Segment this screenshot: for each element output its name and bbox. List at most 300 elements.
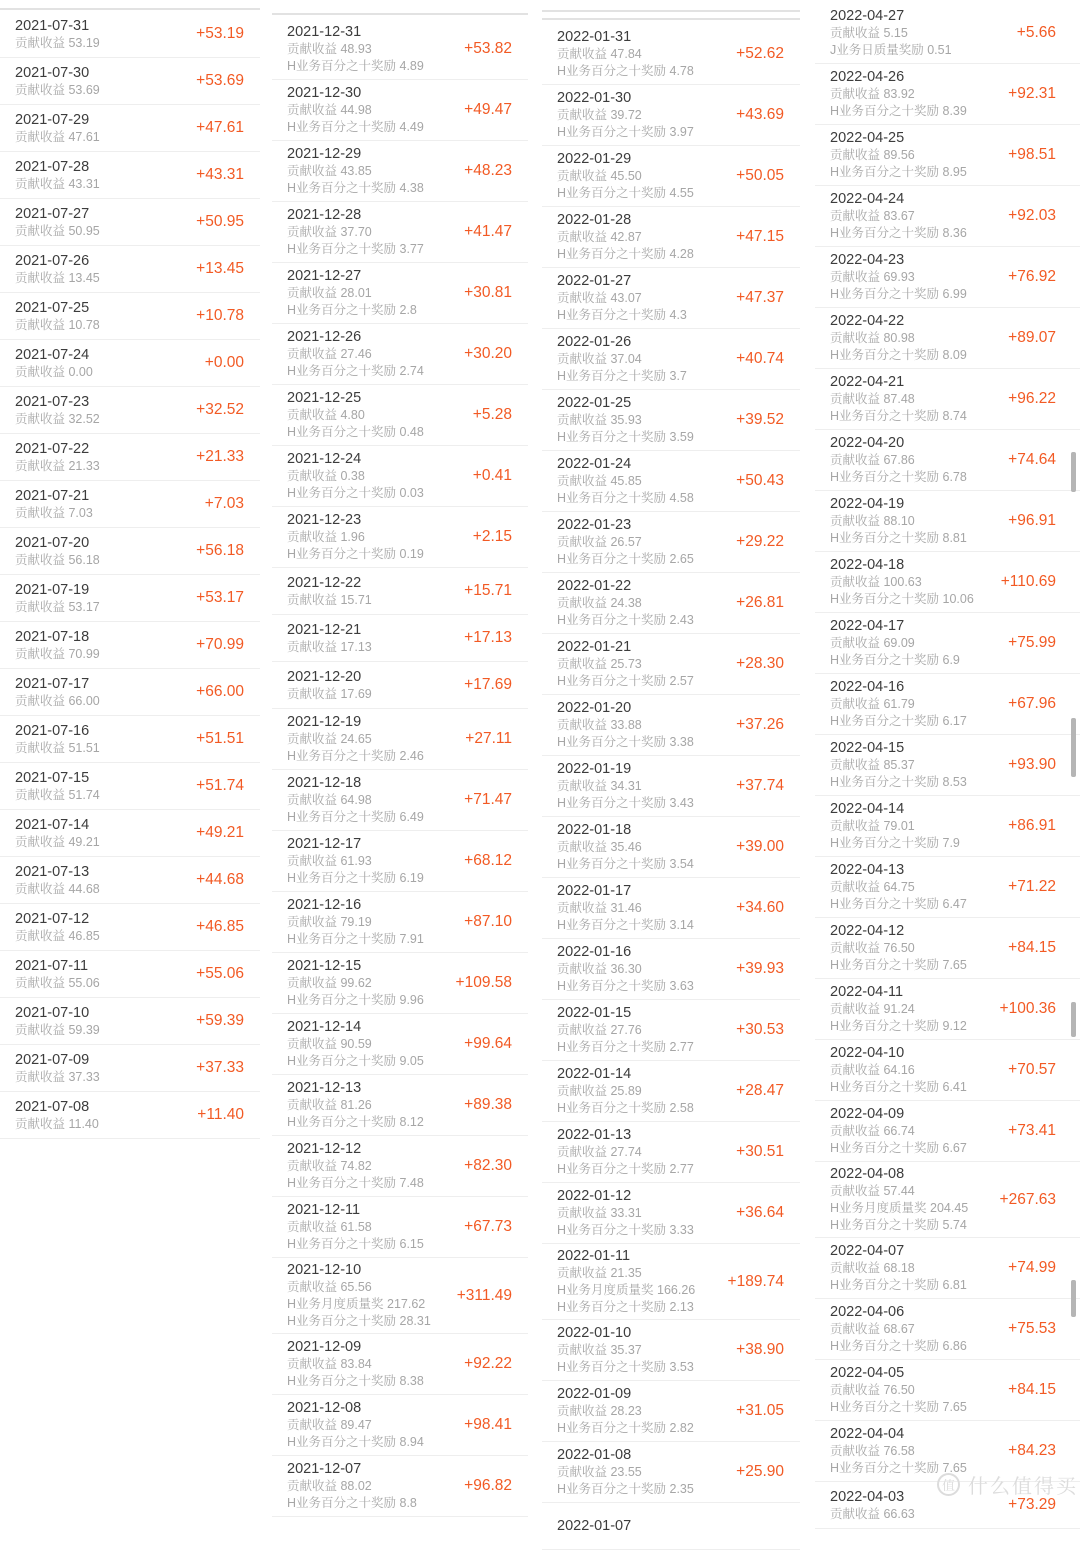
entry-detail-line: H业务百分之十奖励 2.8 (287, 303, 417, 317)
entry-detail-line: 贡献收益 27.76 (557, 1023, 642, 1037)
earnings-list (815, 3, 1080, 1529)
entry-info (287, 328, 456, 380)
entry-detail-line: 贡献收益 65.56 (287, 1280, 372, 1294)
entry-amount: +59.39 (196, 1012, 244, 1029)
entry-amount: +89.38 (464, 1096, 512, 1113)
earnings-entry[interactable] (542, 329, 800, 390)
entry-date: 2022-01-08 (557, 1447, 632, 1463)
entry-info (15, 910, 188, 945)
earnings-entry[interactable] (815, 857, 1080, 918)
earnings-entry[interactable] (542, 1503, 800, 1550)
earnings-entry[interactable] (815, 735, 1080, 796)
earnings-list (0, 11, 260, 1139)
entry-info (557, 1126, 728, 1178)
entry-date: 2021-07-31 (15, 17, 90, 34)
earnings-entry[interactable] (272, 19, 528, 80)
earnings-entry[interactable] (542, 634, 800, 695)
entry-date: 2021-07-14 (15, 816, 90, 833)
entry-info (15, 440, 188, 475)
entry-detail-line: H业务百分之十奖励 8.8 (287, 1496, 417, 1510)
entry-info (15, 816, 188, 851)
earnings-entry[interactable] (815, 1101, 1080, 1162)
entry-info (15, 534, 188, 569)
entry-detail-line: 贡献收益 47.61 (15, 129, 100, 144)
entry-detail-line: 贡献收益 42.87 (557, 230, 642, 244)
entry-detail-line: 贡献收益 35.37 (557, 1343, 642, 1357)
entry-amount: +73.41 (1008, 1122, 1056, 1139)
earnings-entry[interactable] (0, 1092, 260, 1139)
entry-detail-line: H业务百分之十奖励 3.43 (557, 796, 694, 810)
earnings-entry[interactable] (272, 1075, 528, 1136)
entry-date: 2021-07-16 (15, 722, 90, 739)
earnings-entry[interactable] (272, 892, 528, 953)
entry-detail-line: 贡献收益 32.52 (15, 411, 100, 426)
earnings-entry[interactable] (0, 669, 260, 716)
entry-detail-line: H业务百分之十奖励 6.15 (287, 1237, 424, 1251)
entry-amount: +10.78 (196, 307, 244, 324)
earnings-entry[interactable] (0, 904, 260, 951)
entry-amount: +28.47 (736, 1082, 784, 1099)
entry-info (287, 835, 456, 887)
entry-amount: +41.47 (464, 223, 512, 240)
entry-date: 2021-12-31 (287, 24, 362, 40)
earnings-entry[interactable] (272, 1456, 528, 1517)
entry-info (15, 1051, 188, 1086)
earnings-entry[interactable] (272, 615, 528, 662)
earnings-entry[interactable] (272, 446, 528, 507)
earnings-entry[interactable] (815, 64, 1080, 125)
entry-detail-line: 贡献收益 88.10 (830, 514, 915, 528)
entry-detail-line: H业务月度质量奖 204.45 (830, 1201, 969, 1215)
entry-detail-line: 贡献收益 47.84 (557, 47, 642, 61)
entry-amount: +38.90 (736, 1341, 784, 1358)
earnings-entry[interactable] (272, 202, 528, 263)
entry-detail-line: 贡献收益 21.35 (557, 1266, 642, 1280)
entry-amount: +50.05 (736, 167, 784, 184)
entry-detail-line: 贡献收益 37.70 (287, 225, 372, 239)
entry-info (15, 769, 188, 804)
entry-info (15, 487, 197, 522)
earnings-entry[interactable] (272, 507, 528, 568)
earnings-entry[interactable] (815, 3, 1080, 64)
entry-date: 2022-01-16 (557, 944, 632, 960)
entry-detail-line: H业务百分之十奖励 2.13 (557, 1300, 694, 1314)
earnings-entry[interactable] (542, 756, 800, 817)
entry-detail-line: H业务百分之十奖励 2.43 (557, 613, 694, 627)
entry-date: 2022-01-29 (557, 151, 632, 167)
entry-amount: +311.49 (456, 1286, 512, 1304)
entry-date: 2021-07-15 (15, 769, 90, 786)
entry-date: 2022-04-15 (830, 740, 905, 756)
entry-detail-line: 贡献收益 76.50 (830, 1383, 915, 1397)
entry-amount: +30.53 (736, 1021, 784, 1038)
entry-date: 2022-04-21 (830, 374, 905, 390)
entry-amount: +84.23 (1008, 1442, 1056, 1459)
entry-detail-line: H业务百分之十奖励 6.41 (830, 1080, 967, 1094)
earnings-entry[interactable] (815, 125, 1080, 186)
entry-date: 2021-07-21 (15, 487, 90, 504)
earnings-entry[interactable] (542, 1244, 800, 1320)
entry-info (557, 1385, 728, 1437)
column-top-divider (0, 8, 260, 10)
earnings-entry[interactable] (542, 1442, 800, 1503)
entry-detail-line: 贡献收益 43.31 (15, 176, 100, 191)
entry-amount: +36.64 (736, 1204, 784, 1221)
entry-date: 2021-12-25 (287, 390, 362, 406)
earnings-entry[interactable] (542, 1122, 800, 1183)
entry-date: 2022-04-05 (830, 1365, 905, 1381)
earnings-entry[interactable] (0, 340, 260, 387)
entry-detail-line: H业务百分之十奖励 0.19 (287, 547, 424, 561)
earnings-entry[interactable] (815, 430, 1080, 491)
entry-detail-line: 贡献收益 69.09 (830, 636, 915, 650)
earnings-entry[interactable] (272, 1136, 528, 1197)
entry-amount: +70.57 (1008, 1061, 1056, 1078)
entry-date: 2021-12-28 (287, 207, 362, 223)
entry-detail-line: H业务百分之十奖励 3.54 (557, 857, 694, 871)
earnings-entry[interactable] (542, 1183, 800, 1244)
entry-detail-line: 贡献收益 43.07 (557, 291, 642, 305)
entry-date: 2022-01-12 (557, 1188, 632, 1204)
earnings-entry[interactable] (0, 58, 260, 105)
scrollbar-thumb[interactable] (1071, 718, 1076, 777)
earnings-entry[interactable] (272, 263, 528, 324)
earnings-entry[interactable] (0, 528, 260, 575)
earnings-entry[interactable] (815, 1299, 1080, 1360)
earnings-entry[interactable] (0, 293, 260, 340)
earnings-entry[interactable] (272, 1258, 528, 1334)
entry-detail-line: 贡献收益 1.96 (287, 530, 365, 544)
entry-date: 2022-04-03 (830, 1488, 905, 1505)
earnings-entry[interactable] (542, 268, 800, 329)
entry-date: 2022-04-22 (830, 313, 905, 329)
entry-date: 2022-04-07 (830, 1243, 905, 1259)
entry-info (15, 675, 188, 710)
earnings-entry[interactable] (815, 369, 1080, 430)
entry-amount: +68.12 (464, 852, 512, 869)
entry-detail-line: 贡献收益 44.68 (15, 881, 100, 896)
watermark-text: 什么值得买 (968, 1476, 1078, 1498)
earnings-entry[interactable] (542, 24, 800, 85)
scrollbar-thumb[interactable] (1071, 452, 1076, 492)
entry-detail-line: 贡献收益 21.33 (15, 458, 100, 473)
entry-info (287, 774, 456, 826)
earnings-entry[interactable] (542, 512, 800, 573)
entry-detail-line: H业务百分之十奖励 9.12 (830, 1019, 967, 1033)
earnings-entry[interactable] (542, 573, 800, 634)
earnings-entry[interactable] (0, 857, 260, 904)
entry-detail-line: 贡献收益 4.80 (287, 408, 365, 422)
earnings-entry[interactable] (815, 979, 1080, 1040)
entry-detail-line: H业务百分之十奖励 4.38 (287, 181, 424, 195)
entry-date: 2022-04-09 (830, 1106, 905, 1122)
entry-date: 2021-12-23 (287, 512, 362, 528)
earnings-entry[interactable] (542, 1320, 800, 1381)
entry-amount: +51.51 (196, 730, 244, 747)
entry-detail-line: H业务百分之十奖励 3.33 (557, 1223, 694, 1237)
earnings-entry[interactable] (0, 481, 260, 528)
entry-info (830, 1044, 1000, 1096)
entry-detail-line: H业务百分之十奖励 9.96 (287, 993, 424, 1007)
entry-date: 2021-12-12 (287, 1141, 362, 1157)
entry-amount: +75.99 (1008, 634, 1056, 651)
entry-info (15, 299, 188, 334)
entry-amount: +48.23 (464, 162, 512, 179)
earnings-entry[interactable] (0, 716, 260, 763)
entry-detail-line: 贡献收益 17.69 (287, 686, 372, 701)
entry-detail-line: H业务百分之十奖励 6.47 (830, 897, 967, 911)
entry-info (287, 145, 456, 197)
entry-info (557, 1065, 728, 1117)
earnings-entry[interactable] (815, 1482, 1080, 1529)
entry-detail-line: H业务百分之十奖励 3.38 (557, 735, 694, 749)
entry-detail-line: H业务百分之十奖励 2.35 (557, 1482, 694, 1496)
earnings-entry[interactable] (815, 1162, 1080, 1238)
earnings-entry[interactable] (815, 552, 1080, 613)
entry-detail-line: H业务百分之十奖励 8.39 (830, 104, 967, 118)
entry-info (557, 455, 728, 507)
entry-amount: +84.15 (1008, 939, 1056, 956)
earnings-entry[interactable] (815, 674, 1080, 735)
earnings-entry[interactable] (815, 1421, 1080, 1482)
entry-date: 2021-07-08 (15, 1098, 90, 1115)
earnings-entry[interactable] (542, 878, 800, 939)
earnings-entry[interactable] (815, 918, 1080, 979)
entry-detail-line: H业务百分之十奖励 3.77 (287, 242, 424, 256)
entry-amount: +92.31 (1008, 85, 1056, 102)
earnings-entry[interactable] (542, 695, 800, 756)
entry-detail-line: H业务百分之十奖励 6.67 (830, 1141, 967, 1155)
earnings-entry[interactable] (542, 85, 800, 146)
entry-date: 2022-04-08 (830, 1166, 905, 1182)
entry-detail-line: 贡献收益 56.18 (15, 552, 100, 567)
earnings-entry[interactable] (272, 1334, 528, 1395)
entry-date: 2022-01-11 (557, 1248, 631, 1264)
entry-date: 2022-04-19 (830, 496, 905, 512)
earnings-entry[interactable] (542, 451, 800, 512)
column-top-divider (542, 18, 800, 20)
entry-date: 2022-04-06 (830, 1304, 905, 1320)
entry-amount: +53.17 (196, 589, 244, 606)
entry-amount: +70.99 (196, 636, 244, 653)
earnings-entry[interactable] (0, 810, 260, 857)
entry-amount: +50.95 (196, 213, 244, 230)
entry-amount: +56.18 (196, 542, 244, 559)
earnings-entry[interactable] (0, 387, 260, 434)
entry-date: 2021-07-23 (15, 393, 90, 410)
entry-detail-line: J业务日质量奖励 0.51 (830, 43, 952, 57)
earnings-entry[interactable] (272, 953, 528, 1014)
entry-date: 2021-12-20 (287, 668, 362, 685)
entry-date: 2022-01-23 (557, 517, 632, 533)
earnings-entry[interactable] (815, 491, 1080, 552)
earnings-entry[interactable] (542, 146, 800, 207)
earnings-entry[interactable] (272, 568, 528, 615)
earnings-entry[interactable] (542, 207, 800, 268)
entry-amount: +49.47 (464, 101, 512, 118)
earnings-entry[interactable] (272, 1197, 528, 1258)
entry-date: 2021-12-29 (287, 146, 362, 162)
entry-detail-line: 贡献收益 33.31 (557, 1206, 642, 1220)
earnings-entry[interactable] (272, 1014, 528, 1075)
earnings-entry[interactable] (815, 308, 1080, 369)
earnings-entry[interactable] (0, 622, 260, 669)
entry-detail-line: H业务百分之十奖励 2.77 (557, 1162, 694, 1176)
entry-amount: +52.62 (736, 45, 784, 62)
entry-amount: +47.37 (736, 289, 784, 306)
entry-detail-line: H业务百分之十奖励 4.49 (287, 120, 424, 134)
earnings-entry[interactable] (815, 186, 1080, 247)
entry-amount: +99.64 (464, 1035, 512, 1052)
entry-info (15, 111, 188, 146)
scrollbar-thumb[interactable] (1071, 1002, 1076, 1037)
entry-date: 2021-12-16 (287, 897, 362, 913)
entry-date: 2021-12-17 (287, 836, 362, 852)
earnings-entry[interactable] (542, 1061, 800, 1122)
entry-info (830, 1364, 1000, 1416)
entry-info (830, 129, 1000, 181)
entry-date: 2021-12-11 (287, 1202, 361, 1218)
entry-date: 2022-04-10 (830, 1045, 905, 1061)
entry-amount: +30.51 (736, 1143, 784, 1160)
entry-date: 2022-01-15 (557, 1005, 632, 1021)
earnings-entry[interactable] (272, 385, 528, 446)
entry-detail-line: H业务百分之十奖励 2.65 (557, 552, 694, 566)
entry-amount: +37.74 (736, 777, 784, 794)
entry-amount: +17.69 (464, 676, 512, 693)
earnings-entry[interactable] (815, 796, 1080, 857)
earnings-entry[interactable] (272, 1395, 528, 1456)
earnings-entry[interactable] (815, 613, 1080, 674)
entry-date: 2022-01-17 (557, 883, 632, 899)
earnings-entry[interactable] (0, 105, 260, 152)
entry-info (830, 556, 993, 608)
entry-date: 2022-01-07 (557, 1518, 632, 1534)
entry-detail-line: 贡献收益 87.48 (830, 392, 915, 406)
entry-info (830, 434, 1000, 486)
earnings-entry[interactable] (815, 1238, 1080, 1299)
earnings-entry[interactable] (272, 831, 528, 892)
earnings-entry[interactable] (272, 80, 528, 141)
earnings-entry[interactable] (0, 11, 260, 58)
entry-date: 2021-12-21 (287, 621, 362, 638)
earnings-entry[interactable] (272, 662, 528, 709)
entry-date: 2021-12-19 (287, 714, 362, 730)
entry-detail-line: 贡献收益 26.57 (557, 535, 642, 549)
entry-info (287, 1018, 456, 1070)
entry-date: 2021-12-15 (287, 958, 362, 974)
entry-detail-line: 贡献收益 31.46 (557, 901, 642, 915)
earnings-entry[interactable] (542, 817, 800, 878)
entry-info (830, 68, 1000, 120)
earnings-entry[interactable] (272, 770, 528, 831)
entry-detail-line: 贡献收益 66.00 (15, 693, 100, 708)
entry-amount: +76.92 (1008, 268, 1056, 285)
entry-detail-line: 贡献收益 35.93 (557, 413, 642, 427)
entry-date: 2022-01-10 (557, 1325, 632, 1341)
entry-amount: +17.13 (464, 629, 512, 646)
scrollbar-thumb[interactable] (1071, 1280, 1076, 1317)
earnings-entry[interactable] (815, 1360, 1080, 1421)
earnings-entry[interactable] (272, 709, 528, 770)
entry-date: 2022-01-26 (557, 334, 632, 350)
entry-detail-line: 贡献收益 37.33 (15, 1069, 100, 1084)
entry-amount: +67.96 (1008, 695, 1056, 712)
entry-detail-line: H业务百分之十奖励 2.46 (287, 749, 424, 763)
entry-detail-line: H业务百分之十奖励 4.28 (557, 247, 694, 261)
entry-detail-line: 贡献收益 85.37 (830, 758, 915, 772)
entry-amount: +30.81 (464, 284, 512, 301)
entry-date: 2022-01-19 (557, 761, 632, 777)
entry-amount: +40.74 (736, 350, 784, 367)
entry-date: 2021-12-30 (287, 85, 362, 101)
entry-detail-line: H业务百分之十奖励 6.81 (830, 1278, 967, 1292)
entry-detail-line: H业务百分之十奖励 7.65 (830, 1400, 967, 1414)
entry-info (557, 394, 728, 446)
entry-date: 2022-01-28 (557, 212, 632, 228)
earnings-entry[interactable] (0, 434, 260, 481)
entry-info (15, 1004, 188, 1039)
entry-detail-line: 贡献收益 43.85 (287, 164, 372, 178)
entry-detail-line: 贡献收益 51.74 (15, 787, 100, 802)
entry-date: 2021-07-18 (15, 628, 90, 645)
entry-date: 2022-04-23 (830, 252, 905, 268)
entry-detail-line: H业务月度质量奖 217.62 (287, 1297, 426, 1311)
entry-info (15, 346, 197, 381)
entry-info (287, 574, 456, 609)
earnings-entry[interactable] (815, 1040, 1080, 1101)
earnings-entry[interactable] (542, 939, 800, 1000)
earnings-entry[interactable] (542, 390, 800, 451)
entry-info (287, 957, 448, 1009)
earnings-entry[interactable] (0, 246, 260, 293)
entry-detail-line: 贡献收益 83.92 (830, 87, 915, 101)
column-top-divider (542, 10, 800, 12)
earnings-entry[interactable] (0, 763, 260, 810)
earnings-entry[interactable] (0, 199, 260, 246)
earnings-entry[interactable] (0, 998, 260, 1045)
entry-detail-line: H业务百分之十奖励 6.78 (830, 470, 967, 484)
entry-detail-line: 贡献收益 83.67 (830, 209, 915, 223)
entry-date: 2022-04-14 (830, 801, 905, 817)
entry-info (830, 1303, 1000, 1355)
entry-date: 2021-07-19 (15, 581, 90, 598)
earnings-entry[interactable] (0, 951, 260, 998)
earnings-entry[interactable] (542, 1381, 800, 1442)
earnings-entry[interactable] (815, 247, 1080, 308)
entry-detail-line: 贡献收益 91.24 (830, 1002, 915, 1016)
earnings-entry[interactable] (0, 152, 260, 199)
entry-amount: +109.58 (455, 974, 512, 991)
entry-detail-line: 贡献收益 76.50 (830, 941, 915, 955)
earnings-entry[interactable] (542, 1000, 800, 1061)
entry-date: 2021-07-24 (15, 346, 90, 363)
entry-amount: +74.64 (1008, 451, 1056, 468)
entry-date: 2022-04-16 (830, 679, 905, 695)
entry-amount: +39.93 (736, 960, 784, 977)
entry-amount: +75.53 (1008, 1320, 1056, 1337)
entry-detail-line: H业务百分之十奖励 9.05 (287, 1054, 424, 1068)
entry-amount: +13.45 (196, 260, 244, 277)
earnings-entry[interactable] (0, 575, 260, 622)
earnings-entry[interactable] (272, 324, 528, 385)
entry-detail-line: 贡献收益 53.69 (15, 82, 100, 97)
entry-date: 2022-01-21 (557, 639, 632, 655)
entry-detail-line: 贡献收益 68.18 (830, 1261, 915, 1275)
entry-amount: +84.15 (1008, 1381, 1056, 1398)
earnings-entry[interactable] (272, 141, 528, 202)
earnings-entry[interactable] (0, 1045, 260, 1092)
